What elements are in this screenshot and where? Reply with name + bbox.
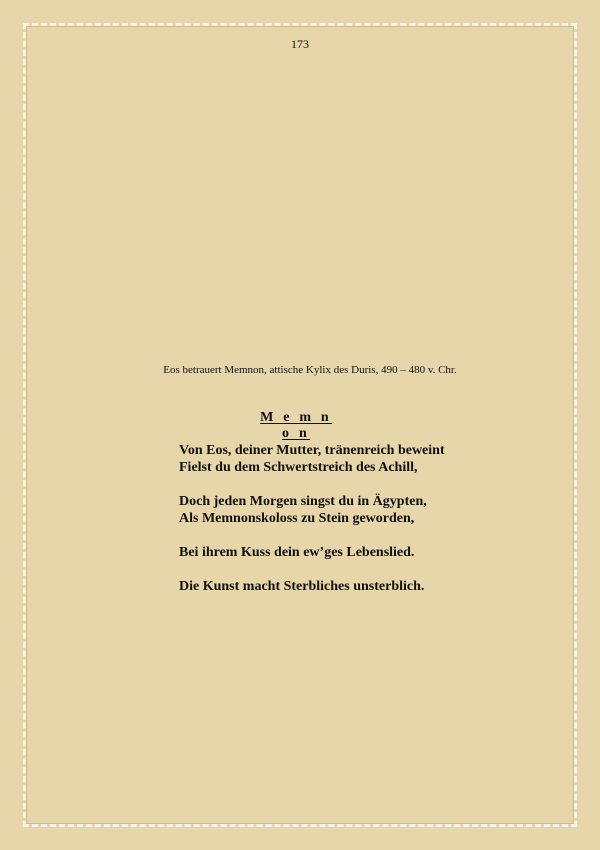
stanza — [179, 442, 539, 476]
poem-title: M e m n o n — [260, 410, 332, 441]
poem-line: Als Memnonskoloss zu Stein geworden, — [179, 511, 415, 526]
poem-line: Von Eos, deiner Mutter, tränenreich beweint — [179, 443, 445, 458]
image-caption: Eos betrauert Memnon, attische Kylix des Duris, 490 – 480 v. Chr. — [163, 364, 457, 376]
poem-line: Die Kunst macht Sterbliches unsterblich. — [179, 579, 425, 594]
poem-line: Doch jeden Morgen singst du in Ägypten, — [179, 494, 427, 509]
stanza — [179, 544, 539, 561]
poem-line: Fielst du dem Schwertstreich des Achill, — [179, 460, 418, 475]
page-number: 173 — [291, 37, 309, 51]
stanza — [179, 493, 539, 527]
poem-body — [179, 442, 539, 612]
stanza — [179, 578, 539, 595]
poem-line: Bei ihrem Kuss dein ew’ges Lebenslied. — [179, 545, 415, 560]
